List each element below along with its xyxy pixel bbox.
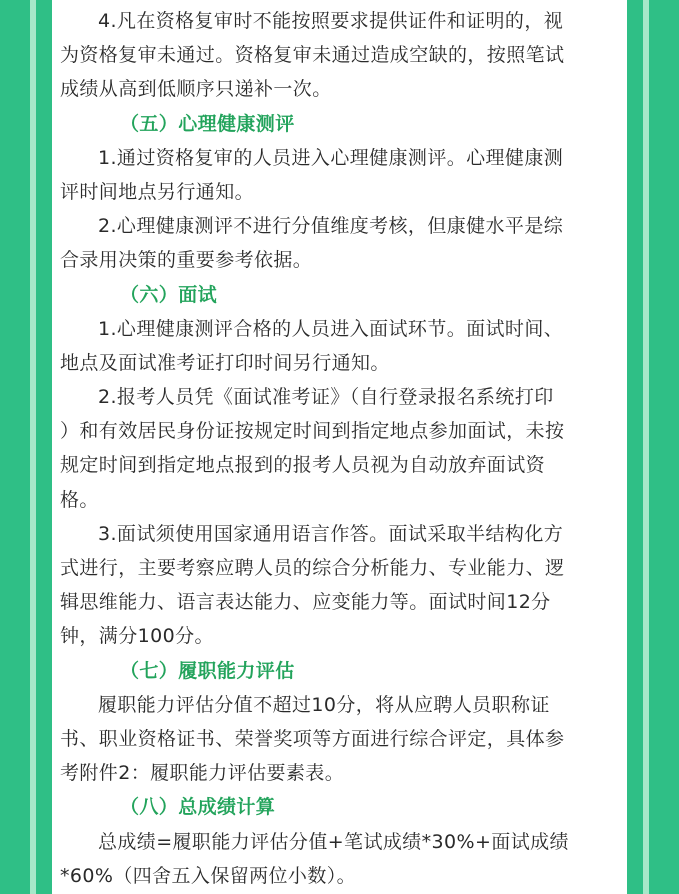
text-line: 考附件2：履职能力评估要素表。 <box>60 762 345 785</box>
text-line: 2.心理健康测评不进行分值维度考核，但康健水平是综 <box>98 215 564 238</box>
text-line: 1.通过资格复审的人员进入心理健康测评。心理健康测 <box>98 146 564 169</box>
text-line: 评时间地点另行通知。 <box>60 180 255 203</box>
text-line: 合录用决策的重要参考依据。 <box>60 249 313 272</box>
section-heading-6: （六）面试 <box>120 283 218 306</box>
text-line: 钟，满分100分。 <box>60 625 214 648</box>
text-line: *60%（四舍五入保留两位小数）。 <box>60 864 357 887</box>
text-line: 总成绩=履职能力评估分值+笔试成绩*30%+面试成绩 <box>98 830 569 853</box>
text-line: 履职能力评估分值不超过10分，将从应聘人员职称证 <box>98 693 550 716</box>
text-line: 辑思维能力、语言表达能力、应变能力等。面试时间12分 <box>60 591 551 614</box>
text-line: 格。 <box>60 488 99 511</box>
section-heading-8: （八）总成绩计算 <box>120 796 276 819</box>
left-border-stripe <box>30 0 36 894</box>
text-line: 成绩从高到低顺序只递补一次。 <box>60 78 332 101</box>
section-heading-7: （七）履职能力评估 <box>120 659 295 682</box>
section-heading-5: （五）心理健康测评 <box>120 112 295 135</box>
text-line: 为资格复审未通过。资格复审未通过造成空缺的，按照笔试 <box>60 44 565 67</box>
right-border-stripe <box>643 0 649 894</box>
document-panel <box>52 0 627 894</box>
text-line: 规定时间到指定地点报到的报考人员视为自动放弃面试资 <box>60 454 546 477</box>
text-line: 2.报考人员凭《面试准考证》（自行登录报名系统打印 <box>98 386 554 409</box>
text-line: 3.面试须使用国家通用语言作答。面试采取半结构化方 <box>98 522 564 545</box>
text-line: ）和有效居民身份证按规定时间到指定地点参加面试，未按 <box>60 420 565 443</box>
text-line: 书、职业资格证书、荣誉奖项等方面进行综合评定，具体参 <box>60 727 565 750</box>
text-line: 1.心理健康测评合格的人员进入面试环节。面试时间、 <box>98 317 564 340</box>
text-line: 4.凡在资格复审时不能按照要求提供证件和证明的，视 <box>98 10 564 32</box>
text-line: 地点及面试准考证打印时间另行通知。 <box>60 351 390 374</box>
text-line: 式进行，主要考察应聘人员的综合分析能力、专业能力、逻 <box>60 557 565 579</box>
